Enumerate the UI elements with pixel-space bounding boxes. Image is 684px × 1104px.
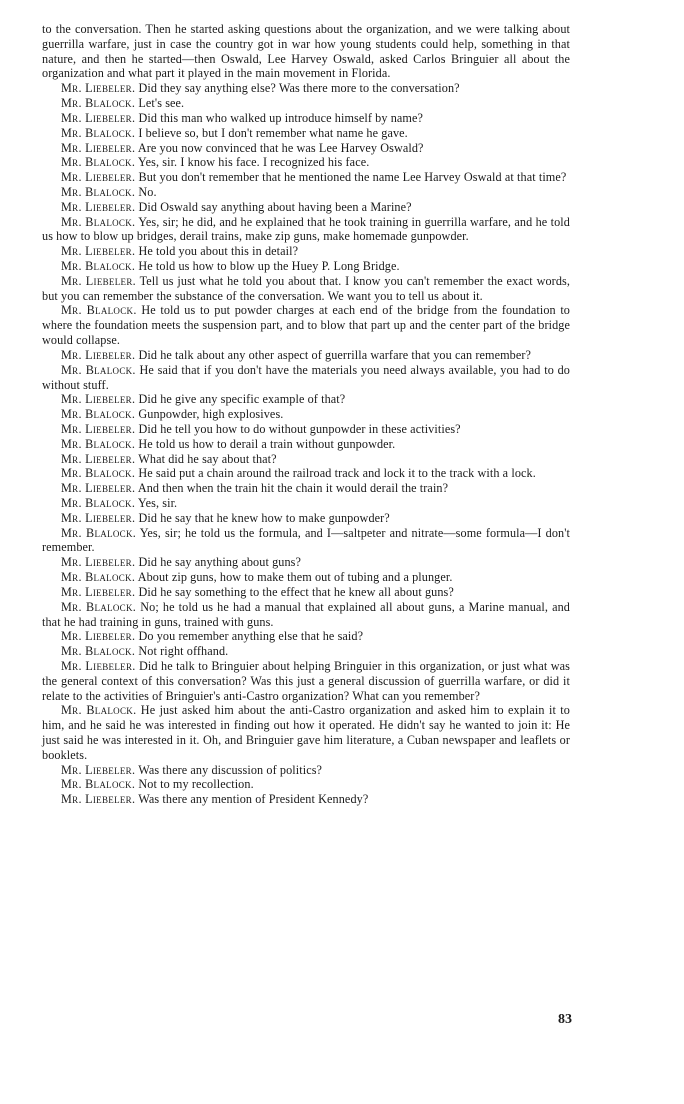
speaker-name: Mr. Liebeler.	[61, 510, 136, 525]
speaker-name: Mr. Liebeler.	[61, 421, 136, 436]
speaker-name: Mr. Liebeler.	[61, 792, 136, 807]
testimony-paragraph	[42, 555, 570, 570]
speech-text: He said that if you don't have the materials you need always available, you had to do without stuff.	[42, 362, 570, 392]
testimony-paragraph	[42, 81, 570, 96]
speaker-name: Mr. Liebeler.	[61, 81, 136, 96]
speaker-name: Mr. Blalock.	[61, 599, 137, 614]
speaker-name: Mr. Liebeler.	[61, 555, 136, 570]
speech-text: Not to my recollection.	[138, 777, 254, 792]
speech-text: to the conversation. Then he started asking questions about the organization, and we were talking about guerrilla warfare, just in case the country got in war how young students could help, something in that nature, and then he started—then Oswald, Lee Harvey Oswald, asked Carlos Bringuier all about the organization and what part it played in the main movement in Florida.	[42, 22, 570, 81]
speech-text: He told us to put powder charges at each end of the bridge from the foundation to where the foundation meets the suspension part, and to blow that part up and the center part of the bridge would collapse.	[42, 303, 570, 348]
speech-text: Did he tell you how to do without gunpowder in these activities?	[138, 421, 461, 436]
speaker-name: Mr. Blalock.	[61, 436, 136, 451]
speech-text: Did he say something to the effect that he knew all about guns?	[138, 584, 454, 599]
speaker-name: Mr. Blalock.	[61, 466, 136, 481]
speaker-name: Mr. Blalock.	[61, 125, 136, 140]
testimony-paragraph	[42, 452, 570, 467]
speech-text: Gunpowder, high explosives.	[138, 407, 284, 422]
speaker-name: Mr. Liebeler.	[61, 110, 136, 125]
speech-text: What did he say about that?	[138, 451, 277, 466]
testimony-paragraph	[42, 644, 570, 659]
speech-text: Did this man who walked up introduce himself by name?	[138, 110, 424, 125]
testimony-paragraph	[42, 126, 570, 141]
testimony-paragraph	[42, 407, 570, 422]
speaker-name: Mr. Liebeler.	[61, 392, 136, 407]
testimony-paragraph	[42, 526, 570, 556]
speech-text: He just asked him about the anti-Castro organization and asked him to explain it to him, and he said he was interested in finding out how it operated. He didn't say he wanted to join it: He just said he was interested in it. Oh, and Bringuier gave him literature, a Cuban newspaper and leaflets or booklets.	[42, 703, 570, 762]
testimony-paragraph	[42, 763, 570, 778]
speaker-name: Mr. Liebeler.	[61, 140, 136, 155]
speaker-name: Mr. Liebeler.	[61, 244, 136, 259]
speaker-name: Mr. Liebeler.	[61, 584, 136, 599]
speech-text: But you don't remember that he mentioned the name Lee Harvey Oswald at that time?	[138, 170, 567, 185]
speaker-name: Mr. Liebeler.	[61, 762, 136, 777]
speaker-name: Mr. Blalock.	[61, 259, 136, 273]
speech-text: Did Oswald say anything about having been a Marine?	[138, 199, 412, 214]
speaker-name: Mr. Blalock.	[61, 777, 136, 792]
speech-text: Did he give any specific example of that?	[138, 392, 346, 407]
testimony-paragraph	[42, 363, 570, 393]
testimony-paragraph	[42, 422, 570, 437]
speaker-name: Mr. Blalock.	[61, 362, 136, 377]
testimony-paragraph	[42, 96, 570, 111]
speech-text: Was there any discussion of politics?	[138, 762, 323, 777]
speech-text: No; he told us he had a manual that explained all about guns, a Marine manual, and that he had training in guns, trained with guns.	[42, 599, 570, 629]
speech-text: No.	[138, 184, 157, 199]
testimony-paragraph	[42, 437, 570, 452]
testimony-paragraph	[42, 629, 570, 644]
speech-text: He told us how to derail a train without gunpowder.	[138, 436, 396, 451]
testimony-paragraph	[42, 481, 570, 496]
speaker-name: Mr. Blalock.	[61, 155, 136, 170]
speech-text: He told you about this in detail?	[138, 244, 299, 259]
speech-text: Tell us just what he told you about that. I know you can't remember the exact words, but you can remember the substance of the conversation. We want you to tell us about it.	[42, 273, 571, 303]
speaker-name: Mr. Blalock.	[61, 303, 137, 318]
speech-text: And then when the train hit the chain it would derail the train?	[137, 481, 449, 496]
testimony-column	[42, 22, 570, 807]
speech-text: Let's see.	[138, 96, 185, 111]
speaker-name: Mr. Blalock.	[61, 570, 136, 585]
speech-text: Are you now convinced that he was Lee Harvey Oswald?	[137, 140, 424, 155]
page-number: 83	[558, 1012, 572, 1027]
speaker-name: Mr. Liebeler.	[61, 347, 136, 362]
speech-text: Did they say anything else? Was there more to the conversation?	[138, 81, 460, 96]
testimony-paragraph	[42, 777, 570, 792]
testimony-paragraph	[42, 511, 570, 526]
testimony-paragraph	[42, 659, 570, 703]
testimony-paragraph	[42, 792, 570, 807]
speech-text: Yes, sir; he told us the formula, and I—saltpeter and nitrate—some formula—I don't remember.	[42, 525, 570, 555]
speaker-name: Mr. Blalock.	[61, 644, 136, 659]
speaker-name: Mr. Blalock.	[61, 214, 136, 229]
speech-text: He said put a chain around the railroad track and lock it to the track with a lock.	[138, 466, 536, 481]
testimony-paragraph	[42, 141, 570, 156]
speech-text: Yes, sir. I know his face. I recognized his face.	[137, 155, 370, 170]
testimony-paragraph	[42, 570, 570, 585]
testimony-paragraph	[42, 274, 570, 304]
testimony-paragraph	[42, 259, 570, 274]
testimony-paragraph	[42, 215, 570, 245]
testimony-paragraph	[42, 111, 570, 126]
speech-text: Yes, sir; he did, and he explained that he took training in guerrilla warfare, and he told us how to blow up bridges, derail trains, make zip guns, make homemade gunpowder.	[42, 214, 570, 244]
speech-text: He told us how to blow up the Huey P. Long Bridge.	[138, 259, 400, 273]
testimony-paragraph	[42, 155, 570, 170]
testimony-paragraph	[42, 170, 570, 185]
speaker-name: Mr. Blalock.	[61, 703, 137, 718]
speaker-name: Mr. Blalock.	[61, 184, 136, 199]
speaker-name: Mr. Liebeler.	[61, 658, 136, 673]
speech-text: Do you remember anything else that he said?	[138, 629, 364, 644]
speech-text: About zip guns, how to make them out of tubing and a plunger.	[137, 570, 453, 585]
testimony-paragraph	[42, 200, 570, 215]
speaker-name: Mr. Liebeler.	[61, 273, 136, 288]
speech-text: I believe so, but I don't remember what name he gave.	[138, 125, 408, 140]
speech-text: Did he say that he knew how to make gunpowder?	[138, 510, 390, 525]
testimony-paragraph	[42, 392, 570, 407]
speaker-name: Mr. Blalock.	[61, 407, 136, 422]
speaker-name: Mr. Blalock.	[61, 525, 137, 540]
speaker-name: Mr. Liebeler.	[61, 170, 136, 185]
testimony-paragraph	[42, 185, 570, 200]
speech-text: Did he say anything about guns?	[138, 555, 302, 570]
testimony-paragraph	[42, 22, 570, 81]
testimony-paragraph	[42, 585, 570, 600]
speech-text: Yes, sir.	[137, 496, 178, 510]
speech-text: Did he talk about any other aspect of guerrilla warfare that you can remember?	[138, 347, 532, 362]
speech-text: Not right offhand.	[138, 644, 229, 659]
speech-text: Did he talk to Bringuier about helping Bringuier in this organization, or just what was the general context of this conversation? Was this just a general discussion of guerrilla warfare, or did it relate to the activities of Bringuier's anti-Castro organization? What can you remember?	[42, 658, 570, 703]
testimony-paragraph	[42, 303, 570, 347]
testimony-paragraph	[42, 348, 570, 363]
speaker-name: Mr. Liebeler.	[61, 199, 136, 214]
speaker-name: Mr. Blalock.	[61, 496, 136, 510]
speech-text: Was there any mention of President Kennedy?	[138, 792, 369, 807]
testimony-paragraph	[42, 600, 570, 630]
speaker-name: Mr. Liebeler.	[61, 451, 136, 466]
speaker-name: Mr. Liebeler.	[61, 481, 136, 496]
speaker-name: Mr. Blalock.	[61, 96, 136, 111]
testimony-paragraph	[42, 703, 570, 762]
testimony-paragraph	[42, 496, 570, 511]
speaker-name: Mr. Liebeler.	[61, 629, 136, 644]
testimony-paragraph	[42, 466, 570, 481]
testimony-paragraph	[42, 244, 570, 259]
